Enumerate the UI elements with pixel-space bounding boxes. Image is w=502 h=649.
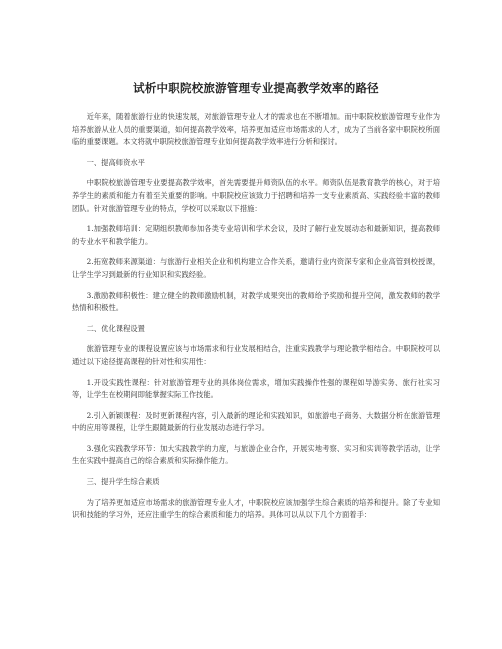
section-heading: 二、优化课程设置 <box>86 323 145 333</box>
paragraph: 2.拓宽教师来源渠道：与旅游行业相关企业和机构建立合作关系，邀请行业内资深专家和企业高管到校授课，让学生学习到最新的行业知识和实践经验。 <box>72 257 440 279</box>
paragraph: 2.引入新颖课程：及时更新课程内容，引入最新的理论和实践知识，如旅游电子商务、大数据分析在旅游管理中的应用等课程，让学生跟随最新的行业发展动态进行学习。 <box>72 410 440 433</box>
document-body <box>72 111 440 522</box>
paragraph: 为了培养更加适应市场需求的旅游管理专业人才，中职院校应该加强学生综合素质的培养和提升。除了专业知识和技能的学习外，还应注重学生的综合素质和能力的培养。具体可以从以下几个方面着手： <box>72 497 440 520</box>
paragraph: 3.激励教师积极性：建立健全的教师激励机制，对教学成果突出的教师给予奖励和提升空间，激发教师的教学热情和积极性。 <box>72 290 440 313</box>
section-heading: 一、提高师资水平 <box>86 157 145 167</box>
paragraph: 近年来，随着旅游行业的快速发展，对旅游管理专业人才的需求也在不断增加。而中职院校旅游管理专业作为培养旅游从业人员的重要渠道，如何提高教学效率，培养更加适应市场需求的人才，成为了当前各家中职院校所面临的重要课题。本文将就中职院校旅游管理专业如何提高教学效率进行分析和探讨。 <box>72 112 440 147</box>
paragraph: 旅游管理专业的课程设置应该与市场需求和行业发展相结合，注重实践教学与理论教学相结合。中职院校可以通过以下途径提高课程的针对性和实用性： <box>72 344 440 366</box>
paragraph: 1.加强教师培训：定期组织教师参加各类专业培训和学术会议，及时了解行业发展动态和最新知识，提高教师的专业水平和教学能力。 <box>72 224 440 246</box>
paragraph: 1.开设实践性课程：针对旅游管理专业的具体岗位需求，增加实践操作性强的课程如导游实务、旅行社实习等，让学生在校期间即能掌握实际工作技能。 <box>72 377 440 400</box>
paragraph: 3.强化实践教学环节：加大实践教学的力度，与旅游企业合作，开展实地考察、实习和实训等教学活动，让学生在实践中提高自己的综合素质和实际操作能力。 <box>72 443 440 466</box>
section-heading: 三、提升学生综合素质 <box>86 477 160 487</box>
paragraph: 中职院校旅游管理专业要提高教学效率，首先需要提升师资队伍的水平。师资队伍是教育教学的核心，对于培养学生的素质和能力有着至关重要的影响。中职院校应该致力于招聘和培养一支专业素质高、实践经验丰富的教师团队。针对旅游管理专业的特点，学校可以采取以下措施： <box>72 178 440 213</box>
document-title: 试析中职院校旅游管理专业提高教学效率的路径 <box>133 81 379 95</box>
